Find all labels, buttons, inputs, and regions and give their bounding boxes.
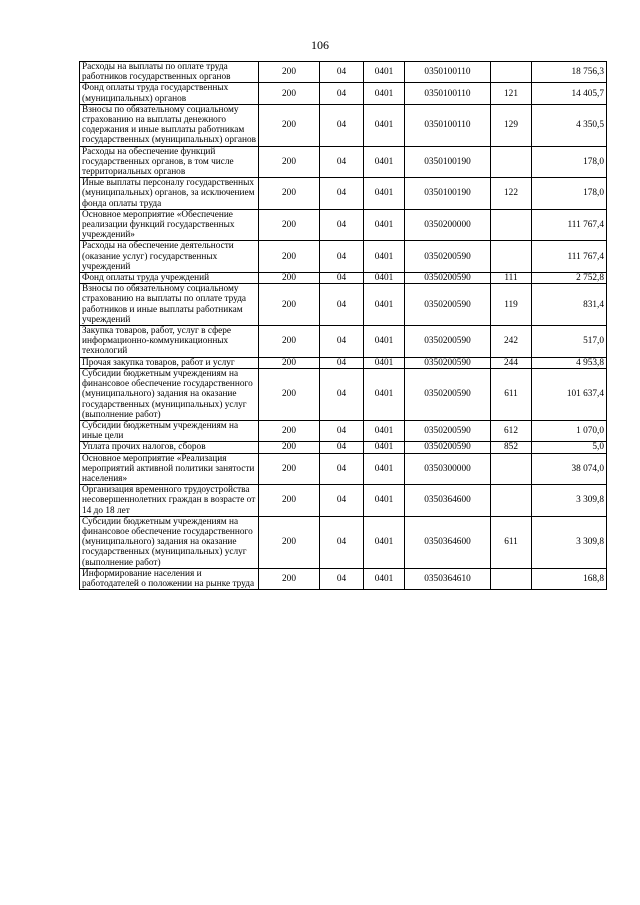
amount-cell: 517,0 (532, 326, 607, 358)
target-article-cell: 0350100190 (405, 146, 491, 178)
amount-cell: 14 405,7 (532, 83, 607, 104)
target-article-cell: 0350364600 (405, 516, 491, 568)
section-code-cell: 04 (320, 146, 364, 178)
amount-cell: 178,0 (532, 178, 607, 210)
admin-code-cell: 200 (259, 209, 320, 241)
amount-cell: 178,0 (532, 146, 607, 178)
expense-type-cell: 612 (491, 420, 532, 441)
budget-table (79, 61, 607, 590)
admin-code-cell: 200 (259, 420, 320, 441)
table-row (80, 420, 607, 441)
section-code-cell: 04 (320, 485, 364, 517)
table-row (80, 62, 607, 83)
expense-type-cell: 121 (491, 83, 532, 104)
table-row (80, 104, 607, 146)
table-row (80, 568, 607, 589)
section-code-cell: 04 (320, 420, 364, 441)
expense-type-cell (491, 453, 532, 485)
admin-code-cell: 200 (259, 516, 320, 568)
section-code-cell: 04 (320, 83, 364, 104)
expense-name-cell: Иные выплаты персоналу государственных (муниципальных) органов, за исключением фонда оплаты труда (80, 178, 259, 210)
admin-code-cell: 200 (259, 273, 320, 284)
expense-name-cell: Субсидии бюджетным учреждениям на иные цели (80, 420, 259, 441)
table-row (80, 485, 607, 517)
expense-name-cell: Расходы на выплаты по оплате труда работников государственных органов (80, 62, 259, 83)
amount-cell: 101 637,4 (532, 368, 607, 420)
table-row (80, 368, 607, 420)
expense-type-cell: 611 (491, 516, 532, 568)
subsection-code-cell: 0401 (364, 178, 405, 210)
subsection-code-cell: 0401 (364, 62, 405, 83)
admin-code-cell: 200 (259, 284, 320, 326)
target-article-cell: 0350200590 (405, 241, 491, 273)
target-article-cell: 0350364600 (405, 485, 491, 517)
expense-name-cell: Расходы на обеспечение деятельности (оказание услуг) государственных учреждений (80, 241, 259, 273)
subsection-code-cell: 0401 (364, 357, 405, 368)
subsection-code-cell: 0401 (364, 209, 405, 241)
target-article-cell: 0350200590 (405, 368, 491, 420)
expense-type-cell (491, 209, 532, 241)
table-row (80, 273, 607, 284)
admin-code-cell: 200 (259, 146, 320, 178)
expense-name-cell: Субсидии бюджетным учреждениям на финансовое обеспечение государственного (муниципального) задания на оказание государственных (муниципальных) услуг (выполнение работ) (80, 368, 259, 420)
target-article-cell: 0350200590 (405, 273, 491, 284)
expense-name-cell: Уплата прочих налогов, сборов (80, 442, 259, 453)
expense-name-cell: Основное мероприятие «Реализация мероприятий активной политики занятости населения» (80, 453, 259, 485)
target-article-cell: 0350100110 (405, 83, 491, 104)
expense-type-cell: 242 (491, 326, 532, 358)
subsection-code-cell: 0401 (364, 568, 405, 589)
section-code-cell: 04 (320, 284, 364, 326)
section-code-cell: 04 (320, 241, 364, 273)
amount-cell: 18 756,3 (532, 62, 607, 83)
amount-cell: 2 752,8 (532, 273, 607, 284)
amount-cell: 4 953,8 (532, 357, 607, 368)
admin-code-cell: 200 (259, 241, 320, 273)
subsection-code-cell: 0401 (364, 453, 405, 485)
subsection-code-cell: 0401 (364, 83, 405, 104)
target-article-cell: 0350200590 (405, 357, 491, 368)
expense-type-cell: 129 (491, 104, 532, 146)
table-row (80, 357, 607, 368)
expense-name-cell: Закупка товаров, работ, услуг в сфере информационно-коммуникационных технологий (80, 326, 259, 358)
admin-code-cell: 200 (259, 62, 320, 83)
page-number: 106 (311, 38, 329, 52)
admin-code-cell: 200 (259, 104, 320, 146)
section-code-cell: 04 (320, 368, 364, 420)
expense-name-cell: Организация временного трудоустройства несовершеннолетних граждан в возрасте от 14 до 18 лет (80, 485, 259, 517)
admin-code-cell: 200 (259, 326, 320, 358)
target-article-cell: 0350100110 (405, 104, 491, 146)
expense-name-cell: Основное мероприятие «Обеспечение реализации функций государственных учреждений» (80, 209, 259, 241)
admin-code-cell: 200 (259, 442, 320, 453)
amount-cell: 168,8 (532, 568, 607, 589)
section-code-cell: 04 (320, 62, 364, 83)
expense-name-cell: Информирование населения и работодателей о положении на рынке труда (80, 568, 259, 589)
target-article-cell: 0350200590 (405, 284, 491, 326)
admin-code-cell: 200 (259, 357, 320, 368)
section-code-cell: 04 (320, 357, 364, 368)
section-code-cell: 04 (320, 516, 364, 568)
subsection-code-cell: 0401 (364, 442, 405, 453)
amount-cell: 4 350,5 (532, 104, 607, 146)
table-row (80, 453, 607, 485)
target-article-cell: 0350100190 (405, 178, 491, 210)
target-article-cell: 0350200000 (405, 209, 491, 241)
subsection-code-cell: 0401 (364, 104, 405, 146)
section-code-cell: 04 (320, 104, 364, 146)
table-row (80, 146, 607, 178)
admin-code-cell: 200 (259, 83, 320, 104)
amount-cell: 111 767,4 (532, 209, 607, 241)
expense-name-cell: Фонд оплаты труда государственных (муниципальных) органов (80, 83, 259, 104)
section-code-cell: 04 (320, 453, 364, 485)
subsection-code-cell: 0401 (364, 368, 405, 420)
table-row (80, 241, 607, 273)
target-article-cell: 0350200590 (405, 326, 491, 358)
table-row (80, 516, 607, 568)
table-row (80, 209, 607, 241)
admin-code-cell: 200 (259, 453, 320, 485)
expense-type-cell (491, 62, 532, 83)
admin-code-cell: 200 (259, 568, 320, 589)
amount-cell: 3 309,8 (532, 516, 607, 568)
subsection-code-cell: 0401 (364, 516, 405, 568)
amount-cell: 3 309,8 (532, 485, 607, 517)
section-code-cell: 04 (320, 273, 364, 284)
expense-name-cell: Субсидии бюджетным учреждениям на финансовое обеспечение государственного (муниципального) задания на оказание государственных (муниципальных) услуг (выполнение работ) (80, 516, 259, 568)
amount-cell: 5,0 (532, 442, 607, 453)
subsection-code-cell: 0401 (364, 284, 405, 326)
table-row (80, 178, 607, 210)
section-code-cell: 04 (320, 442, 364, 453)
expense-type-cell (491, 146, 532, 178)
expense-type-cell: 111 (491, 273, 532, 284)
target-article-cell: 0350200590 (405, 442, 491, 453)
target-article-cell: 0350200590 (405, 420, 491, 441)
expense-name-cell: Прочая закупка товаров, работ и услуг (80, 357, 259, 368)
expense-type-cell (491, 241, 532, 273)
expense-type-cell: 852 (491, 442, 532, 453)
expense-name-cell: Расходы на обеспечение функций государственных органов, в том числе территориальных органов (80, 146, 259, 178)
expense-type-cell: 122 (491, 178, 532, 210)
expense-type-cell: 119 (491, 284, 532, 326)
amount-cell: 831,4 (532, 284, 607, 326)
expense-type-cell (491, 568, 532, 589)
subsection-code-cell: 0401 (364, 146, 405, 178)
amount-cell: 1 070,0 (532, 420, 607, 441)
subsection-code-cell: 0401 (364, 326, 405, 358)
admin-code-cell: 200 (259, 485, 320, 517)
target-article-cell: 0350300000 (405, 453, 491, 485)
expense-name-cell: Взносы по обязательному социальному страхованию на выплаты денежного содержания и иные выплаты работникам государственных (муниципальных) органов (80, 104, 259, 146)
section-code-cell: 04 (320, 209, 364, 241)
target-article-cell: 0350364610 (405, 568, 491, 589)
section-code-cell: 04 (320, 326, 364, 358)
table-body (80, 62, 607, 590)
subsection-code-cell: 0401 (364, 485, 405, 517)
subsection-code-cell: 0401 (364, 241, 405, 273)
table-row (80, 284, 607, 326)
table-row (80, 442, 607, 453)
section-code-cell: 04 (320, 178, 364, 210)
amount-cell: 38 074,0 (532, 453, 607, 485)
table-row (80, 83, 607, 104)
section-code-cell: 04 (320, 568, 364, 589)
expense-name-cell: Взносы по обязательному социальному страхованию на выплаты по оплате труда работников и иные выплаты работникам учреждений (80, 284, 259, 326)
amount-cell: 111 767,4 (532, 241, 607, 273)
subsection-code-cell: 0401 (364, 273, 405, 284)
expense-type-cell: 611 (491, 368, 532, 420)
admin-code-cell: 200 (259, 368, 320, 420)
subsection-code-cell: 0401 (364, 420, 405, 441)
expense-type-cell (491, 485, 532, 517)
expense-name-cell: Фонд оплаты труда учреждений (80, 273, 259, 284)
target-article-cell: 0350100110 (405, 62, 491, 83)
table-row (80, 326, 607, 358)
expense-type-cell: 244 (491, 357, 532, 368)
admin-code-cell: 200 (259, 178, 320, 210)
